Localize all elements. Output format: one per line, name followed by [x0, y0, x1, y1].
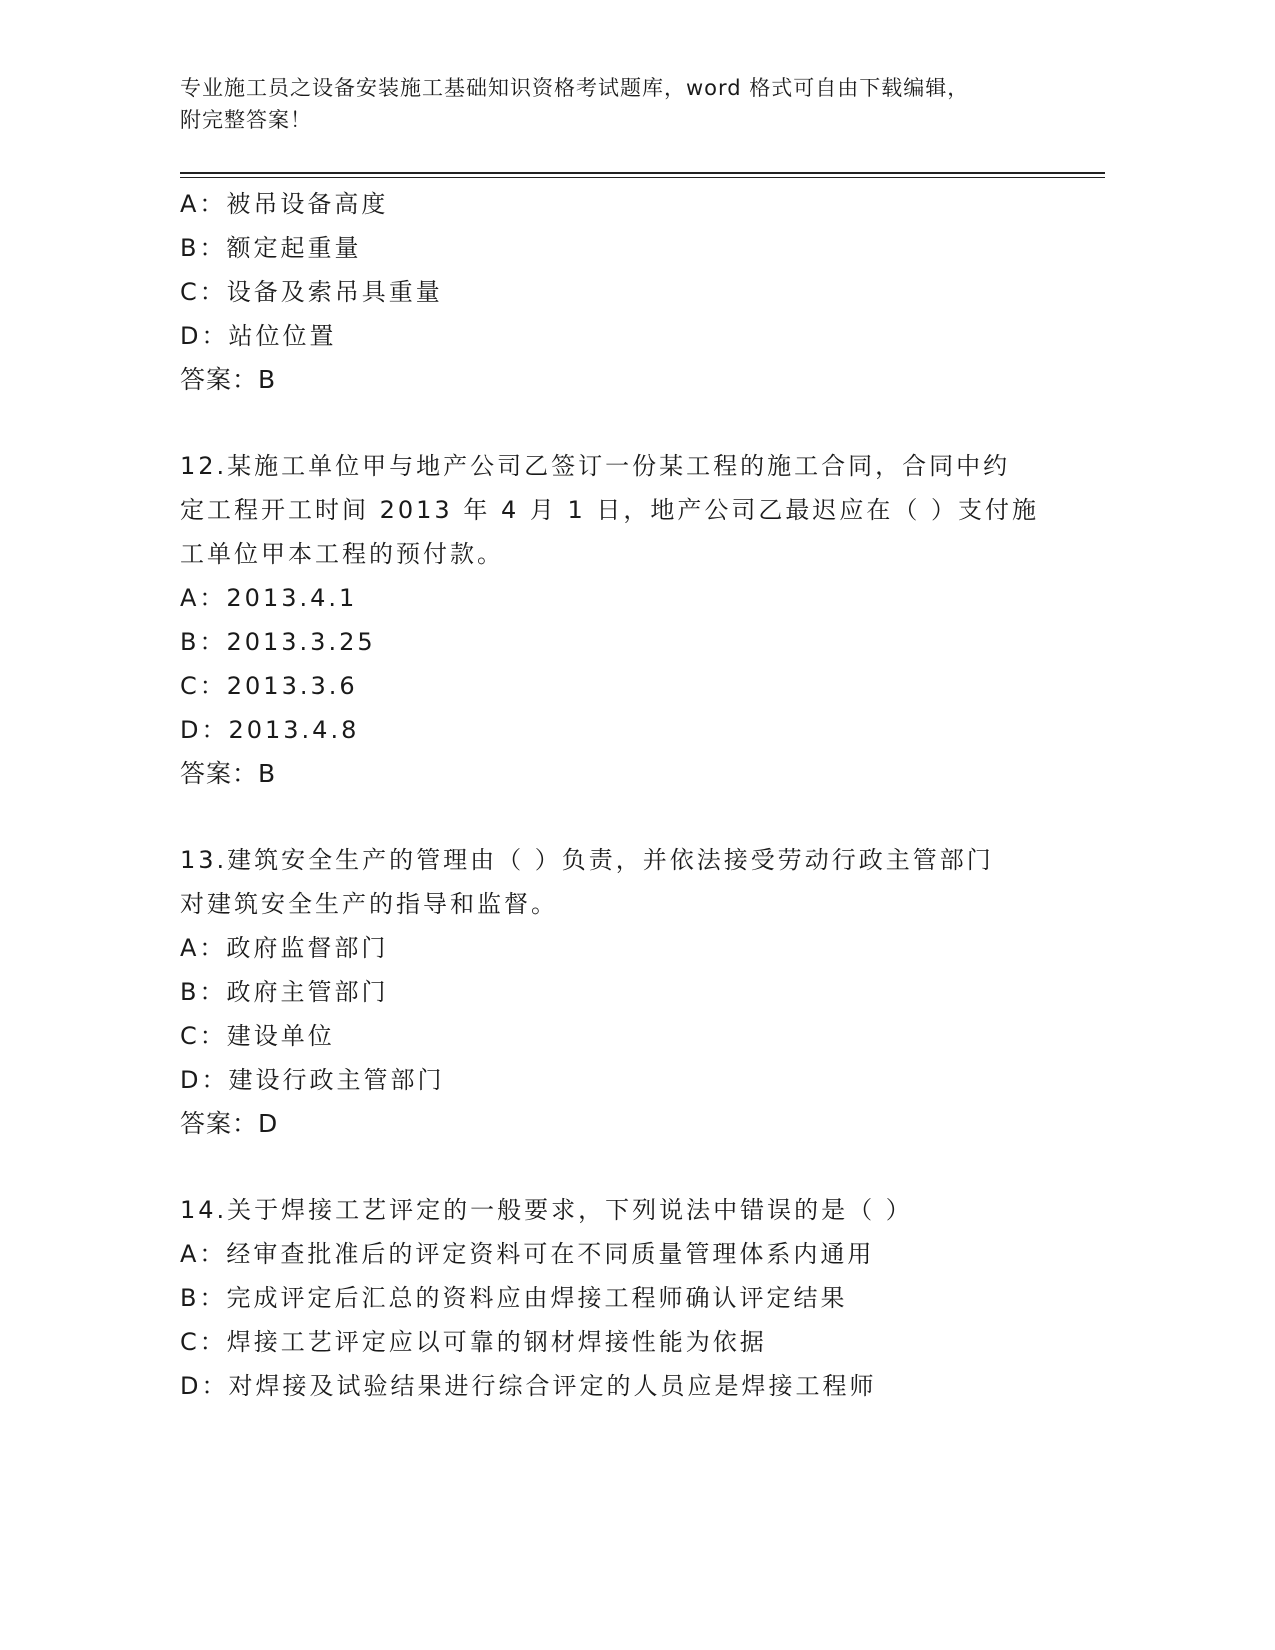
header-line-2: 附完整答案！ — [180, 108, 312, 132]
question-14 — [180, 1188, 1060, 1408]
option-b: B：政府主管部门 — [180, 978, 389, 1006]
option-d: D：2013.4.8 — [180, 716, 360, 744]
option-c: C：建设单位 — [180, 1022, 335, 1050]
option-a: A：经审查批准后的评定资料可在不同质量管理体系内通用 — [180, 1240, 875, 1268]
question-body — [180, 182, 1060, 1408]
option-a: A：被吊设备高度 — [180, 190, 389, 218]
option-b: B：额定起重量 — [180, 234, 362, 262]
header-line-1: 专业施工员之设备安装施工基础知识资格考试题库，word 格式可自由下载编辑， — [180, 76, 970, 100]
question-13 — [180, 838, 1060, 1146]
option-c: C：设备及索吊具重量 — [180, 278, 443, 306]
spacer — [180, 1146, 1060, 1188]
question-12 — [180, 444, 1060, 796]
option-d: D：站位位置 — [180, 322, 337, 350]
option-b: B：完成评定后汇总的资料应由焊接工程师确认评定结果 — [180, 1284, 848, 1312]
question-text-line: 工单位甲本工程的预付款。 — [180, 540, 504, 568]
answer-line: 答案：D — [180, 1109, 279, 1138]
option-a: A：政府监督部门 — [180, 934, 389, 962]
question-text-line: 对建筑安全生产的指导和监督。 — [180, 890, 558, 918]
option-d: D：建设行政主管部门 — [180, 1066, 445, 1094]
option-a: A：2013.4.1 — [180, 584, 358, 612]
spacer — [180, 796, 1060, 838]
question-11-continuation — [180, 182, 1060, 402]
option-c: C：2013.3.6 — [180, 672, 358, 700]
option-c: C：焊接工艺评定应以可靠的钢材焊接性能为依据 — [180, 1328, 767, 1356]
question-text-line: 14.关于焊接工艺评定的一般要求，下列说法中错误的是（ ） — [180, 1196, 913, 1224]
question-text-line: 定工程开工时间 2013 年 4 月 1 日，地产公司乙最迟应在（ ）支付施 — [180, 496, 1040, 524]
header-divider-thick — [180, 172, 1105, 174]
answer-line: 答案：B — [180, 759, 277, 788]
option-b: B：2013.3.25 — [180, 628, 376, 656]
option-d: D：对焊接及试验结果进行综合评定的人员应是焊接工程师 — [180, 1372, 877, 1400]
question-text-line: 12.某施工单位甲与地产公司乙签订一份某工程的施工合同，合同中约 — [180, 452, 1011, 480]
question-text-line: 13.建筑安全生产的管理由（ ）负责，并依法接受劳动行政主管部门 — [180, 846, 994, 874]
header-divider-thin — [180, 177, 1105, 178]
document-header — [180, 72, 1080, 136]
answer-line: 答案：B — [180, 365, 277, 394]
spacer — [180, 402, 1060, 444]
